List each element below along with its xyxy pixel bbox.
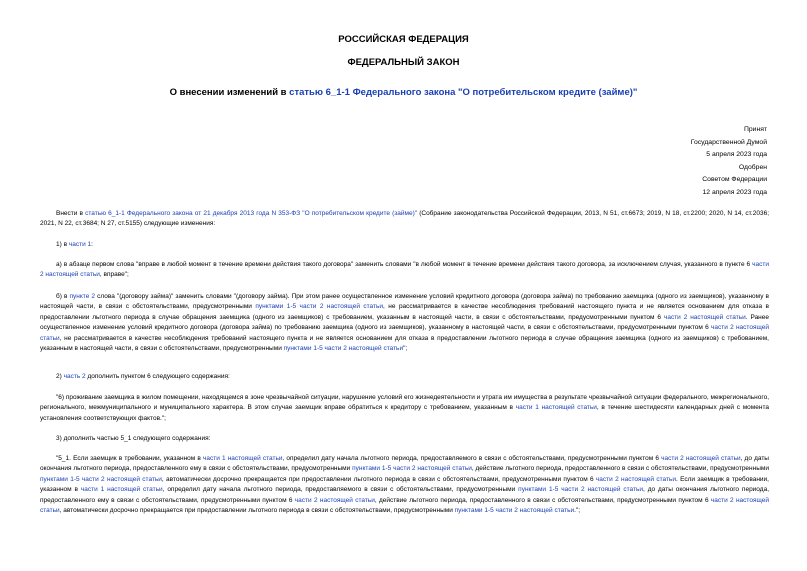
law-title-prefix: О внесении изменений в — [169, 87, 290, 98]
item-1a-paragraph — [40, 260, 769, 281]
law-type-heading: ФЕДЕРАЛЬНЫЙ ЗАКОН — [347, 57, 460, 68]
text: а) в абзаце первом слова "вправе в любой момент в течение времени действия такого договора" заменить словами "в любой момент в течение времени действия такого договора, за исключением случая, указанного в пункте 6 — [56, 261, 753, 268]
points-1-5-link[interactable]: пунктами 1-5 части 2 настоящей статьи — [255, 303, 384, 311]
law-title — [0, 87, 807, 98]
part-2-link[interactable]: части 2 настоящей статьи — [663, 313, 746, 321]
adoption-line: Советом Федерации — [702, 176, 767, 183]
points-1-5-link[interactable]: пунктами 1-5 части 2 настоящей статьи — [454, 507, 575, 515]
part-2-link[interactable]: части 2 настоящей статьи — [40, 261, 769, 279]
point-2-link[interactable]: пункте 2 — [69, 293, 96, 300]
article-link[interactable]: статью 6_1-1 Федерального закона от 21 декабря 2013 года N 353-ФЗ "О потребительском кредите (займе)" — [85, 210, 418, 217]
item-1b-paragraph — [40, 292, 769, 354]
adoption-line: 5 апреля 2023 года — [706, 151, 767, 158]
adoption-line: Одобрен — [738, 163, 767, 171]
part-2-link[interactable]: часть 2 — [63, 373, 86, 380]
text: , в течение шестидесяти календарных дней с момента установления соответствующих фактов."; — [40, 404, 769, 422]
text: , вправе"; — [99, 271, 129, 279]
text: ."; — [574, 507, 581, 515]
text: слова "(договору займа)" заменить словами "(договору займа). При этом ранее осуществленное изменение условий кредитного договора (договора займа) по требованию заемщика (одного из заемщиков), указанному в настоящей части, в связи с обстоятельствами, предусмотренными — [40, 293, 769, 311]
text: , не рассматривается в качестве несоблюдения требований настоящего пункта и не является основанием для отказа в предоставлении льготного периода в случае обращения заемщика (одного из заемщиков) с требованием, указанным в настоящей части, в связи с обстоятельствами, предусмотренными — [40, 334, 769, 353]
item-1-paragraph — [40, 240, 769, 250]
adoption-line: Государственной Думой — [690, 138, 767, 146]
adoption-line: 12 апреля 2023 года — [702, 188, 767, 196]
text: , до даты окончания льготного периода, предоставленного ему в связи с обстоятельствами, предусмотренными — [40, 455, 769, 473]
points-1-5-link[interactable]: пунктами 1-5 части 2 настоящей статьи — [40, 475, 162, 483]
text: 1) в — [56, 241, 69, 248]
new-part-5-1-paragraph — [40, 454, 769, 516]
adoption-block — [567, 124, 767, 199]
text: "; — [403, 345, 408, 353]
part-1-link[interactable]: части 1 настоящей статьи — [202, 455, 283, 462]
text: (Собрание законодательства Российской Федерации, 2013, N 51, ст.6673; 2019, N 18, ст.2200; 2020, N 14, ст.2036; 2021, N 22, ст.3684; N 27, ст.5155) следующие изменения: — [40, 210, 770, 228]
text: дополнить пунктом 6 следующего содержания: — [85, 373, 230, 380]
text: , до даты окончания льготного периода, предоставленного ему в связи с обстоятельствами, предусмотренными пунктом 6 — [40, 486, 769, 504]
text: , определил дату начала льготного периода, предоставляемого в связи с обстоятельствами, предусмотренными пунктом 6 — [282, 455, 662, 462]
text: "5_1. Если заемщик в требовании, указанном в — [56, 455, 203, 462]
part-1-link[interactable]: части 1 — [68, 241, 92, 248]
law-title-link[interactable]: статью 6_1-1 Федерального закона "О потребительском кредите (займе)" — [289, 87, 638, 98]
new-point-6-paragraph — [40, 393, 769, 424]
part-2-link[interactable]: части 2 настоящей статьи — [294, 496, 375, 504]
intro-paragraph — [40, 209, 769, 230]
item-2-paragraph — [40, 372, 769, 382]
adoption-line: Принят — [743, 126, 767, 133]
points-1-5-link[interactable]: пунктами 1-5 части 2 настоящей статьи — [352, 465, 472, 473]
text: б) в — [56, 293, 70, 300]
part-2-link[interactable]: части 2 настоящей статьи — [595, 475, 676, 483]
part-2-link[interactable]: части 2 настоящей статьи — [40, 496, 769, 515]
text: . Если заемщик в требовании, указанном в — [40, 475, 769, 494]
part-1-link[interactable]: части 1 настоящей статьи — [80, 486, 163, 494]
text: , автоматически досрочно прекращается при предоставлении льготного периода в связи с обстоятельствами, предусмотренными — [59, 507, 455, 515]
part-1-link[interactable]: части 1 настоящей статьи — [515, 404, 597, 412]
points-1-5-link[interactable]: пунктами 1-5 части 2 настоящей статьи — [518, 486, 643, 494]
text: Внести в — [56, 210, 86, 217]
text: , автоматически досрочно прекращается при предоставлении льготного периода в связи с обстоятельствами, предусмотренными пунктом 6 — [161, 475, 596, 483]
part-2-link[interactable]: части 2 настоящей статьи — [661, 455, 741, 462]
text: "6) проживание заемщика в жилом помещении, находящемся в зоне чрезвычайной ситуации, нарушение условий его жизнедеятельности и утрата им имущества в результате чрезвычайной ситуации федерального, межрегионального, регионального, межмуниципального и муниципального характера. В этом случае заемщик вправе обратиться к кредитору с требованием, указанным в — [40, 394, 769, 412]
text: , не рассматривается в качестве несоблюдения требований настоящего пункта и не является основанием для отказа в предоставлении льготного периода в случае обращения заемщика (одного из заемщиков) с требованием, указанным в настоящей части, в связи с обстоятельствами, предусмотренными пунктом 6 — [40, 303, 770, 321]
text: , действие льготного периода, предоставленного в связи с обстоятельствами, предусмотренными — [471, 465, 769, 473]
country-heading: РОССИЙСКАЯ ФЕДЕРАЦИЯ — [338, 34, 469, 45]
text: , действие льготного периода, предоставленного в связи с обстоятельствами, предусмотренными пунктом 6 — [374, 496, 711, 504]
text: . Ранее осуществленное изменение условий кредитного договора (договора займа) по требованию заемщика (одного из заемщиков), указанному в настоящей части, в связи с обстоятельствами, предусмотренными пунктом 6 — [40, 313, 770, 332]
points-1-5-link[interactable]: пунктами 1-5 части 2 настоящей статьи — [283, 345, 404, 353]
text: 3) дополнить частью 5_1 следующего содержания: — [56, 435, 211, 442]
text: 2) — [56, 373, 64, 380]
item-3-paragraph — [40, 434, 769, 444]
part-2-link[interactable]: части 2 настоящей статьи — [40, 324, 769, 342]
text: , определил дату начала льготного периода, предоставляемого в связи с обстоятельствами, предусмотренными — [162, 486, 519, 494]
text: : — [91, 241, 93, 248]
